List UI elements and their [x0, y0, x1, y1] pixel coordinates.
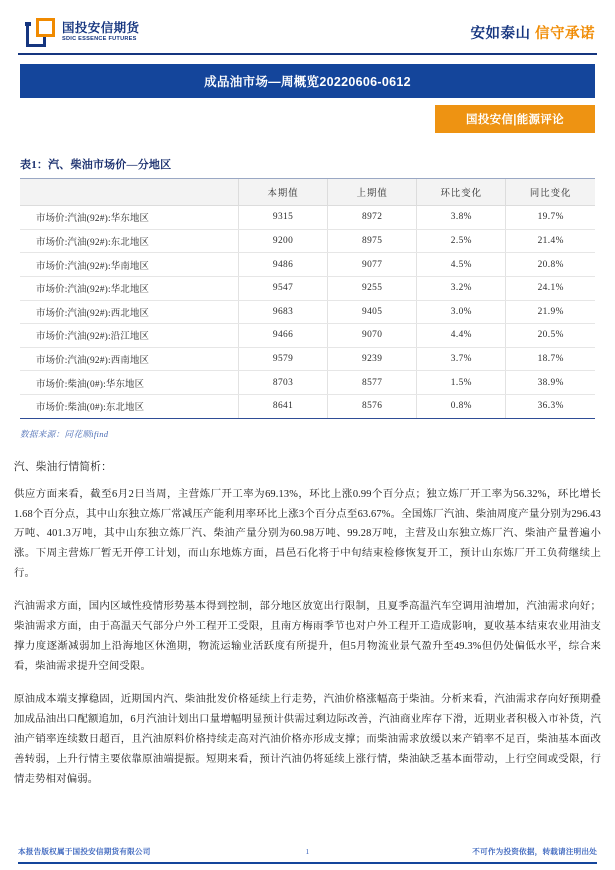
table-header-row: [20, 179, 595, 206]
table-row: [20, 253, 595, 277]
table-row: [20, 276, 595, 300]
cell-mom: 3.0%: [417, 300, 506, 324]
cell-yoy: 19.7%: [506, 206, 595, 230]
cell-yoy: 38.9%: [506, 371, 595, 395]
col-header-previous: 上期值: [328, 179, 417, 206]
cell-current: 8641: [239, 394, 328, 417]
cell-yoy: 21.4%: [506, 229, 595, 253]
table-row: [20, 206, 595, 230]
analysis-article: [14, 459, 601, 791]
cell-previous: 8972: [328, 206, 417, 230]
cell-current: 8703: [239, 371, 328, 395]
tagline-primary: 安如泰山: [470, 26, 531, 42]
price-table: [20, 179, 595, 417]
analysis-heading: 汽、柴油行情简析：: [14, 461, 113, 473]
col-header-current: 本期值: [239, 179, 328, 206]
logo-mark-icon: [26, 18, 55, 47]
table-row: [20, 394, 595, 417]
cell-item: 市场价:汽油(92#):西北地区: [20, 300, 239, 324]
masthead: [0, 0, 615, 53]
cell-previous: 8576: [328, 394, 417, 417]
table-row: [20, 347, 595, 371]
table-head: [20, 179, 595, 206]
logo-name-en: SDIC ESSENCE FUTURES: [62, 36, 137, 43]
cell-mom: 0.8%: [417, 394, 506, 417]
cell-mom: 2.5%: [417, 229, 506, 253]
cell-item: 市场价:汽油(92#):西南地区: [20, 347, 239, 371]
cell-mom: 4.5%: [417, 253, 506, 277]
col-header-yoy: 同比变化: [506, 179, 595, 206]
table-caption: 表1：汽、柴油市场价—分地区: [20, 159, 172, 172]
table-body: [20, 206, 595, 418]
cell-current: 9547: [239, 276, 328, 300]
cell-mom: 1.5%: [417, 371, 506, 395]
header-divider: [18, 53, 597, 55]
footer-copyright: 本报告版权属于国投安信期货有限公司: [18, 847, 151, 857]
cell-previous: 9239: [328, 347, 417, 371]
cell-mom: 3.7%: [417, 347, 506, 371]
cell-item: 市场价:柴油(0#):华东地区: [20, 371, 239, 395]
cell-item: 市场价:汽油(92#):华东地区: [20, 206, 239, 230]
table-row: [20, 300, 595, 324]
cell-mom: 4.4%: [417, 324, 506, 348]
company-tagline: [470, 22, 595, 43]
logo-name-cn: 国投安信期货: [62, 21, 140, 36]
cell-mom: 3.2%: [417, 276, 506, 300]
footer-content: [18, 846, 597, 862]
cell-current: 9466: [239, 324, 328, 348]
cell-yoy: 24.1%: [506, 276, 595, 300]
cell-current: 9315: [239, 206, 328, 230]
badge-row: [20, 105, 595, 133]
cell-previous: 9070: [328, 324, 417, 348]
analysis-paragraph: 供应方面来看，截至6月2日当周，主营炼厂开工率为69.13%，环比上涨0.99个百分点；独立炼厂开工率为56.32%，环比增长1.68个百分点，其中山东独立炼厂常减压产能利用率环比上涨3个百分点至63.67%。全国炼厂汽油、柴油周度产量分别为296.43万吨、401.3万吨，其中山东独立炼厂汽、柴油产量分别为60.98万吨、99.28万吨，主营及山东独立炼厂汽、柴油产量普遍小涨。下周主营炼厂暂无开停工计划，而山东地炼方面，昌邑石化将于中旬结束检修恢复开工，预计山东炼厂开工负荷继续上行。: [14, 488, 601, 580]
analysis-paragraph: 原油成本端支撑稳固，近期国内汽、柴油批发价格延续上行走势，汽油价格涨幅高于柴油。分析来看，汽油需求存向好预期叠加成品油出口配额追加，6月汽油计划出口量增幅明显预计供需过剩边际改善，汽油商业库存下滑，近期业者积极入市补货，汽油产销率连续数日超百，且汽油原料价格持续走高对汽油价格亦形成支撑；而柴油需求放缓以来产销率不足百，柴油基本面改善转弱，上升行情主要依靠原油端提振。短期来看，预计汽油仍将延续上涨行情，柴油缺乏基本面带动，上行空间或受限，行情走势相对偏弱。: [14, 694, 601, 786]
cell-current: 9579: [239, 347, 328, 371]
cell-item: 市场价:汽油(92#):华南地区: [20, 253, 239, 277]
company-logo: [26, 18, 139, 47]
cell-item: 市场价:汽油(92#):东北地区: [20, 229, 239, 253]
footer-disclaimer: 不可作为投资依据，转载请注明出处: [472, 847, 597, 857]
analysis-paragraph: 汽油需求方面，国内区域性疫情形势基本得到控制，部分地区放宽出行限制，且夏季高温汽车空调用油增加，汽油需求向好；柴油需求方面，由于高温天气部分户外工程开工受限，且南方梅雨季节也对户外工程开工造成影响，夏收基本结束农业用油支撑力度逐渐减弱加上沿海地区休渔期，物流运输业活跃度有所提升，但5月物流业景气盈升至49.3%但仍处偏低水平，综合来看，柴油需求提升空间受限。: [14, 601, 601, 673]
cell-previous: 9405: [328, 300, 417, 324]
footer-page-number: 1: [305, 847, 310, 857]
table-row: [20, 229, 595, 253]
category-badge: 国投安信|能源评论: [435, 105, 595, 133]
cell-item: 市场价:汽油(92#):沿江地区: [20, 324, 239, 348]
report-title-bar: 成品油市场—周概览20220606-0612: [20, 64, 595, 98]
cell-yoy: 18.7%: [506, 347, 595, 371]
cell-previous: 9077: [328, 253, 417, 277]
price-table-container: [20, 178, 595, 418]
cell-current: 9486: [239, 253, 328, 277]
cell-yoy: 20.5%: [506, 324, 595, 348]
tagline-secondary: 信守承诺: [535, 26, 595, 42]
cell-mom: 3.8%: [417, 206, 506, 230]
cell-previous: 8975: [328, 229, 417, 253]
footer-divider: [18, 862, 597, 864]
col-header-item: [20, 179, 239, 206]
cell-yoy: 20.8%: [506, 253, 595, 277]
col-header-mom: 环比变化: [417, 179, 506, 206]
table-row: [20, 324, 595, 348]
cell-item: 市场价:汽油(92#):华北地区: [20, 276, 239, 300]
cell-current: 9200: [239, 229, 328, 253]
logo-wordmark: [62, 22, 139, 43]
table-source-note: 数据来源：同花顺ifind: [20, 428, 109, 439]
cell-yoy: 36.3%: [537, 401, 564, 412]
cell-previous: 9255: [328, 276, 417, 300]
page-footer: [0, 846, 615, 870]
cell-yoy: 21.9%: [506, 300, 595, 324]
logo-orange-square-icon: [36, 18, 55, 37]
table-row: [20, 371, 595, 395]
cell-item: 市场价:柴油(0#):东北地区: [20, 394, 239, 417]
cell-previous: 8577: [328, 371, 417, 395]
cell-current: 9683: [239, 300, 328, 324]
